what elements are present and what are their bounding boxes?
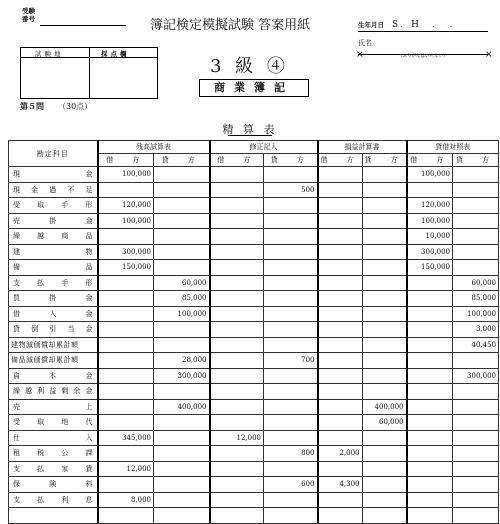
amount-cell-bs-dr[interactable]: 300,000 [407, 244, 453, 260]
account-name-cell: 現金 [9, 167, 98, 183]
account-name-cell: 受取手形 [9, 198, 98, 214]
amount-cell-pl-cr[interactable] [362, 337, 407, 353]
amount-cell-bs-cr[interactable] [453, 384, 499, 400]
exam-number-label-line1: 受験 [22, 7, 35, 15]
amount-cell-bs-cr[interactable] [453, 415, 499, 431]
exam-number-label [22, 7, 35, 23]
amount-cell-tb-cr[interactable] [154, 260, 210, 276]
amount-cell-tb-cr[interactable] [154, 446, 210, 462]
amount-cell-pl-cr[interactable] [362, 477, 407, 493]
amount-cell-pl-dr[interactable] [318, 260, 363, 276]
account-name-cell: 借入金 [9, 306, 98, 322]
amount-cell-tb-dr[interactable]: 100,000 [98, 167, 154, 183]
amount-cell-adj-dr[interactable] [210, 446, 264, 462]
amount-cell-pl-dr[interactable] [318, 384, 363, 400]
amount-cell-pl-cr[interactable] [362, 368, 407, 384]
amount-cell-adj-dr[interactable] [210, 415, 264, 431]
amount-cell-pl-cr[interactable] [362, 322, 407, 338]
tb-debit-header: 借 方 [98, 154, 154, 167]
amount-cell-bs-cr[interactable]: 3,000 [453, 322, 499, 338]
worksheet-table [8, 140, 499, 524]
amount-cell-pl-dr[interactable] [318, 322, 363, 338]
amount-cell-pl-cr[interactable] [362, 508, 407, 524]
amount-cell-bs-dr[interactable] [407, 322, 453, 338]
amount-cell-adj-cr[interactable] [264, 461, 318, 477]
amount-cell-adj-cr[interactable]: 800 [264, 446, 318, 462]
amount-cell-adj-dr[interactable] [210, 198, 264, 214]
amount-cell-bs-dr[interactable] [407, 384, 453, 400]
table-row [9, 229, 499, 245]
amount-cell-adj-dr[interactable] [210, 213, 264, 229]
amount-cell-bs-dr[interactable] [407, 477, 453, 493]
exam-title: 簿記検定模擬試験 答案用紙 [150, 18, 311, 33]
table-row [9, 244, 499, 260]
amount-cell-bs-cr[interactable] [453, 244, 499, 260]
account-name-cell: 建物 [9, 244, 98, 260]
adj-debit-header: 借 方 [210, 154, 264, 167]
table-row [9, 415, 499, 431]
amount-cell-pl-cr[interactable] [362, 353, 407, 369]
table-row [9, 322, 499, 338]
amount-cell-bs-dr[interactable] [407, 368, 453, 384]
amount-cell-bs-cr[interactable] [453, 182, 499, 198]
amount-cell-pl-cr[interactable] [362, 430, 407, 446]
name-x-mark-left: × [356, 50, 364, 60]
amount-cell-pl-cr[interactable] [362, 291, 407, 307]
table-row [9, 306, 499, 322]
adjustments-header: 修正記入 [210, 141, 318, 154]
table-row [9, 167, 499, 183]
table-row [9, 446, 499, 462]
amount-cell-adj-cr[interactable] [264, 260, 318, 276]
amount-cell-tb-dr[interactable] [98, 337, 154, 353]
amount-cell-pl-cr[interactable] [362, 260, 407, 276]
amount-cell-adj-cr[interactable]: 600 [264, 477, 318, 493]
amount-cell-bs-dr[interactable] [407, 337, 453, 353]
amount-cell-adj-cr[interactable] [264, 508, 318, 524]
amount-cell-adj-dr[interactable] [210, 275, 264, 291]
amount-cell-pl-cr[interactable]: 60,000 [362, 415, 407, 431]
amount-cell-tb-dr[interactable] [98, 322, 154, 338]
amount-cell-tb-cr[interactable]: 28,000 [154, 353, 210, 369]
amount-cell-adj-dr[interactable] [210, 306, 264, 322]
table-row [9, 508, 499, 524]
table-row [9, 368, 499, 384]
amount-cell-adj-cr[interactable] [264, 291, 318, 307]
amount-cell-adj-cr[interactable] [264, 415, 318, 431]
amount-cell-pl-cr[interactable]: 400,000 [362, 399, 407, 415]
amount-cell-tb-dr[interactable] [98, 368, 154, 384]
account-name-cell: 現金過不足 [9, 182, 98, 198]
account-name-cell: 売掛金 [9, 213, 98, 229]
amount-cell-bs-dr[interactable] [407, 182, 453, 198]
amount-cell-tb-cr[interactable] [154, 213, 210, 229]
amount-cell-pl-dr[interactable] [318, 353, 363, 369]
amount-cell-adj-dr[interactable]: 12,000 [210, 430, 264, 446]
table-row [9, 399, 499, 415]
amount-cell-bs-dr[interactable] [407, 399, 453, 415]
account-name-cell: 仕入 [9, 430, 98, 446]
amount-cell-bs-dr[interactable] [407, 508, 453, 524]
score-field-label: 採点欄 [101, 50, 130, 58]
amount-cell-bs-cr[interactable] [453, 198, 499, 214]
amount-cell-adj-dr[interactable] [210, 508, 264, 524]
amount-cell-adj-dr[interactable] [210, 260, 264, 276]
amount-cell-adj-dr[interactable] [210, 182, 264, 198]
grade-label: 3 級 ④ [210, 56, 289, 77]
account-name-cell: 備品 [9, 260, 98, 276]
amount-cell-pl-cr[interactable] [362, 461, 407, 477]
worksheet-title-underline [228, 135, 272, 136]
amount-cell-bs-cr[interactable] [453, 260, 499, 276]
amount-cell-adj-dr[interactable] [210, 384, 264, 400]
amount-cell-bs-dr[interactable] [407, 306, 453, 322]
amount-cell-adj-dr[interactable] [210, 461, 264, 477]
amount-cell-pl-cr[interactable] [362, 167, 407, 183]
amount-cell-adj-cr[interactable]: 500 [264, 182, 318, 198]
amount-cell-adj-cr[interactable] [264, 229, 318, 245]
name-label: 氏名 [358, 39, 372, 47]
account-name-cell: 貸倒引当金 [9, 322, 98, 338]
amount-cell-bs-dr[interactable]: 100,000 [407, 213, 453, 229]
account-name-cell: 支払利息 [9, 492, 98, 508]
amount-cell-tb-cr[interactable] [154, 430, 210, 446]
amount-cell-bs-dr[interactable]: 10,000 [407, 229, 453, 245]
account-name-cell: 建物減価償却累計額 [9, 337, 98, 353]
table-row [9, 260, 499, 276]
amount-cell-adj-cr[interactable] [264, 198, 318, 214]
amount-cell-tb-cr[interactable] [154, 461, 210, 477]
amount-cell-pl-dr[interactable] [318, 291, 363, 307]
amount-cell-adj-cr[interactable] [264, 322, 318, 338]
adj-credit-header: 貸 方 [264, 154, 318, 167]
table-row [9, 353, 499, 369]
amount-cell-tb-cr[interactable] [154, 322, 210, 338]
amount-cell-tb-dr[interactable] [98, 508, 154, 524]
amount-cell-bs-dr[interactable]: 120,000 [407, 198, 453, 214]
account-name-cell: 備品減価償却累計額 [9, 353, 98, 369]
amount-cell-bs-dr[interactable] [407, 446, 453, 462]
table-row [9, 461, 499, 477]
amount-cell-tb-cr[interactable]: 300,000 [154, 368, 210, 384]
amount-cell-tb-dr[interactable] [98, 384, 154, 400]
name-furigana-note: （ふりがなはいらない） [398, 54, 448, 59]
account-name-cell: 租税公課 [9, 446, 98, 462]
amount-cell-pl-cr[interactable] [362, 306, 407, 322]
exam-number-label-line2: 番号 [22, 15, 35, 23]
amount-cell-tb-dr[interactable] [98, 275, 154, 291]
birth-date-underline [358, 31, 488, 32]
amount-cell-tb-cr[interactable]: 100,000 [154, 306, 210, 322]
amount-cell-pl-cr[interactable] [362, 213, 407, 229]
account-name-cell: 売上 [9, 399, 98, 415]
amount-cell-tb-cr[interactable] [154, 167, 210, 183]
amount-cell-tb-cr[interactable] [154, 182, 210, 198]
table-row [9, 291, 499, 307]
amount-cell-bs-cr[interactable]: 60,000 [453, 275, 499, 291]
amount-cell-tb-dr[interactable]: 300,000 [98, 244, 154, 260]
amount-cell-bs-dr[interactable] [407, 353, 453, 369]
amount-cell-bs-cr[interactable] [453, 477, 499, 493]
table-row [9, 275, 499, 291]
amount-cell-adj-cr[interactable] [264, 213, 318, 229]
trial-balance-header: 残高試算表 [98, 141, 210, 154]
table-row [9, 182, 499, 198]
amount-cell-tb-dr[interactable]: 100,000 [98, 213, 154, 229]
amount-cell-adj-dr[interactable] [210, 399, 264, 415]
pl-credit-header: 貸 方 [362, 154, 407, 167]
amount-cell-bs-cr[interactable] [453, 461, 499, 477]
subject-label: 商業簿記 [199, 79, 309, 97]
account-name-cell: 繰越利益剰余金 [9, 384, 98, 400]
amount-cell-adj-dr[interactable] [210, 244, 264, 260]
amount-cell-pl-dr[interactable]: 4,300 [318, 477, 363, 493]
table-row [9, 430, 499, 446]
amount-cell-pl-cr[interactable] [362, 384, 407, 400]
amount-cell-adj-cr[interactable]: 700 [264, 353, 318, 369]
amount-cell-tb-cr[interactable] [154, 477, 210, 493]
amount-cell-bs-cr[interactable] [453, 229, 499, 245]
amount-cell-bs-cr[interactable] [453, 399, 499, 415]
table-row [9, 198, 499, 214]
amount-cell-tb-cr[interactable] [154, 508, 210, 524]
bs-debit-header: 借 方 [407, 154, 453, 167]
amount-cell-tb-cr[interactable]: 60,000 [154, 275, 210, 291]
amount-cell-bs-dr[interactable] [407, 415, 453, 431]
amount-cell-adj-cr[interactable] [264, 430, 318, 446]
income-statement-header: 損益計算書 [318, 141, 407, 154]
amount-cell-tb-dr[interactable]: 345,000 [98, 430, 154, 446]
exam-site-label: 試験地 [35, 50, 64, 58]
score-box [20, 47, 158, 99]
amount-cell-pl-dr[interactable] [318, 337, 363, 353]
name-x-mark-right: × [485, 50, 493, 60]
amount-cell-bs-cr[interactable]: 40,450 [453, 337, 499, 353]
account-title-header: 勘定科目 [9, 141, 98, 167]
bs-credit-header: 貸 方 [453, 154, 499, 167]
amount-cell-tb-dr[interactable] [98, 182, 154, 198]
amount-cell-tb-dr[interactable] [98, 306, 154, 322]
pl-debit-header: 借 方 [318, 154, 363, 167]
amount-cell-adj-dr[interactable] [210, 229, 264, 245]
amount-cell-tb-cr[interactable] [154, 244, 210, 260]
amount-cell-bs-cr[interactable]: 300,000 [453, 368, 499, 384]
account-name-cell: 支払家賃 [9, 461, 98, 477]
amount-cell-bs-dr[interactable] [407, 430, 453, 446]
amount-cell-tb-dr[interactable]: 120,000 [98, 198, 154, 214]
amount-cell-tb-dr[interactable]: 150,000 [98, 260, 154, 276]
amount-cell-pl-cr[interactable] [362, 198, 407, 214]
amount-cell-adj-cr[interactable] [264, 244, 318, 260]
account-name-cell: 資本金 [9, 368, 98, 384]
table-row [9, 213, 499, 229]
amount-cell-bs-dr[interactable]: 150,000 [407, 260, 453, 276]
account-name-cell: 受取地代 [9, 415, 98, 431]
amount-cell-pl-dr[interactable] [318, 368, 363, 384]
exam-number-field[interactable] [40, 25, 126, 26]
amount-cell-adj-cr[interactable] [264, 275, 318, 291]
amount-cell-adj-dr[interactable] [210, 353, 264, 369]
amount-cell-pl-dr[interactable] [318, 415, 363, 431]
amount-cell-tb-dr[interactable] [98, 446, 154, 462]
amount-cell-tb-cr[interactable] [154, 415, 210, 431]
tb-credit-header: 貸 方 [154, 154, 210, 167]
amount-cell-adj-dr[interactable] [210, 167, 264, 183]
amount-cell-tb-cr[interactable] [154, 198, 210, 214]
amount-cell-tb-cr[interactable] [154, 384, 210, 400]
amount-cell-adj-dr[interactable] [210, 477, 264, 493]
amount-cell-tb-dr[interactable]: 8,000 [98, 492, 154, 508]
birth-date-label: 生年月日 [358, 21, 384, 29]
table-row [9, 477, 499, 493]
amount-cell-pl-dr[interactable] [318, 167, 363, 183]
amount-cell-bs-cr[interactable] [453, 213, 499, 229]
account-name-cell: 支払手形 [9, 275, 98, 291]
amount-cell-bs-dr[interactable] [407, 275, 453, 291]
account-name-cell: 保険料 [9, 477, 98, 493]
amount-cell-pl-cr[interactable] [362, 446, 407, 462]
amount-cell-tb-cr[interactable] [154, 337, 210, 353]
amount-cell-bs-dr[interactable] [407, 291, 453, 307]
amount-cell-adj-cr[interactable] [264, 399, 318, 415]
worksheet-title: 精 算 表 [222, 123, 278, 136]
amount-cell-bs-cr[interactable] [453, 446, 499, 462]
table-row [9, 337, 499, 353]
amount-cell-tb-dr[interactable] [98, 291, 154, 307]
amount-cell-tb-dr[interactable] [98, 353, 154, 369]
amount-cell-pl-dr[interactable] [318, 430, 363, 446]
amount-cell-bs-cr[interactable] [453, 508, 499, 524]
amount-cell-adj-cr[interactable] [264, 167, 318, 183]
amount-cell-adj-dr[interactable] [210, 322, 264, 338]
amount-cell-bs-cr[interactable]: 85,000 [453, 291, 499, 307]
score-box-divider [89, 48, 90, 98]
amount-cell-pl-dr[interactable] [318, 306, 363, 322]
account-name-cell: 買掛金 [9, 291, 98, 307]
amount-cell-pl-dr[interactable] [318, 182, 363, 198]
amount-cell-bs-dr[interactable]: 100,000 [407, 167, 453, 183]
amount-cell-tb-dr[interactable] [98, 399, 154, 415]
amount-cell-pl-cr[interactable] [362, 275, 407, 291]
amount-cell-tb-dr[interactable] [98, 477, 154, 493]
amount-cell-pl-dr[interactable] [318, 229, 363, 245]
amount-cell-adj-cr[interactable] [264, 368, 318, 384]
amount-cell-pl-cr[interactable] [362, 182, 407, 198]
amount-cell-adj-dr[interactable] [210, 368, 264, 384]
question-number: 第５問 [20, 102, 44, 111]
amount-cell-tb-cr[interactable] [154, 229, 210, 245]
amount-cell-pl-dr[interactable] [318, 461, 363, 477]
birth-date-field[interactable]: S．H ． ． [392, 20, 461, 30]
amount-cell-bs-cr[interactable]: 100,000 [453, 306, 499, 322]
amount-cell-tb-dr[interactable] [98, 415, 154, 431]
amount-cell-adj-cr[interactable] [264, 337, 318, 353]
amount-cell-pl-dr[interactable] [318, 275, 363, 291]
balance-sheet-header: 貸借対照表 [407, 141, 499, 154]
account-name-cell [9, 508, 98, 524]
table-row [9, 384, 499, 400]
question-points: （30点） [58, 102, 93, 111]
amount-cell-tb-cr[interactable]: 400,000 [154, 399, 210, 415]
amount-cell-bs-cr[interactable] [453, 353, 499, 369]
amount-cell-tb-cr[interactable]: 85,000 [154, 291, 210, 307]
amount-cell-pl-dr[interactable] [318, 508, 363, 524]
amount-cell-adj-dr[interactable] [210, 337, 264, 353]
amount-cell-pl-dr[interactable] [318, 213, 363, 229]
amount-cell-tb-dr[interactable] [98, 229, 154, 245]
amount-cell-bs-dr[interactable] [407, 461, 453, 477]
amount-cell-adj-cr[interactable] [264, 384, 318, 400]
amount-cell-pl-dr[interactable] [318, 399, 363, 415]
amount-cell-pl-cr[interactable] [362, 244, 407, 260]
amount-cell-bs-cr[interactable] [453, 430, 499, 446]
amount-cell-pl-dr[interactable] [318, 198, 363, 214]
account-name-cell: 繰越商品 [9, 229, 98, 245]
amount-cell-adj-dr[interactable] [210, 291, 264, 307]
worksheet-body [9, 167, 499, 524]
amount-cell-adj-cr[interactable] [264, 306, 318, 322]
amount-cell-pl-cr[interactable] [362, 229, 407, 245]
amount-cell-pl-dr[interactable]: 2,000 [318, 446, 363, 462]
amount-cell-pl-dr[interactable] [318, 244, 363, 260]
amount-cell-bs-cr[interactable] [453, 167, 499, 183]
amount-cell-tb-dr[interactable]: 12,000 [98, 461, 154, 477]
